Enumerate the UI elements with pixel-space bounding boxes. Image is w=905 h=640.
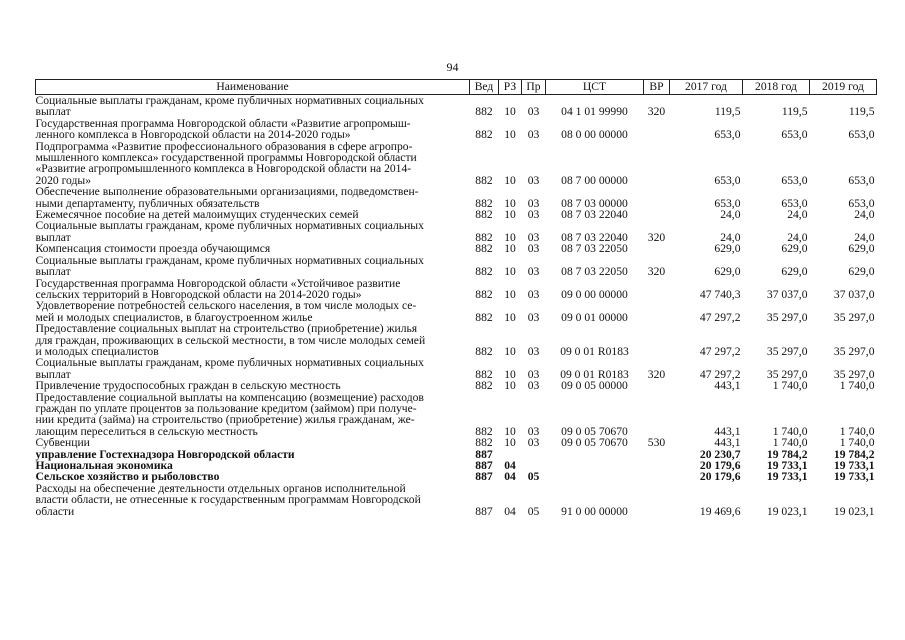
cell-rz: 10: [504, 436, 516, 450]
cell-vr: [644, 323, 670, 357]
cell-vr: [644, 471, 670, 482]
cell-2017: 443,1: [714, 436, 741, 450]
cell-pr: 05: [527, 470, 540, 484]
cell-name-line: Сельское хозяйство и рыболовство: [35, 470, 220, 484]
table-header-row: [36, 80, 877, 95]
header-vr: ВР: [644, 80, 670, 95]
cell-2018: 653,0: [781, 196, 808, 210]
cell-name: [36, 392, 470, 438]
cell-2018: 24,0: [787, 208, 808, 222]
cell-name-line: Ежемесячное пособие на детей малоимущих студенческих семей: [35, 208, 359, 222]
cell-name-line: области: [35, 504, 75, 518]
cell-ved: 882: [475, 265, 493, 279]
cell-cst: 91 0 00 00000: [561, 504, 628, 518]
cell-vr: [644, 460, 670, 471]
cell-ved: 882: [475, 379, 493, 393]
cell-pr: 03: [527, 128, 540, 142]
cell-name-line: Государственная программа Новгородской области «Развитие агропромыш-: [35, 116, 411, 130]
cell-2017: 443,1: [714, 424, 741, 438]
cell-rz: 10: [504, 242, 516, 256]
cell-pr: [522, 449, 546, 460]
cell-name: [36, 380, 470, 391]
cell-name-line: Государственная программа Новгородской области «Устойчивое развитие: [35, 276, 401, 290]
cell-2017: 24,0: [720, 208, 741, 222]
cell-2017: 20 179,6: [699, 470, 741, 484]
cell-2019: 35 297,0: [833, 367, 875, 381]
header-2019: 2019 год: [810, 80, 877, 95]
cell-ved: 887: [475, 459, 493, 472]
table-row: [36, 357, 877, 380]
table-row: [36, 255, 877, 278]
cell-name-line: выплат: [35, 367, 71, 381]
cell-ved: 882: [475, 344, 493, 358]
cell-rz: 10: [504, 196, 516, 210]
cell-2018: 653,0: [781, 173, 808, 187]
cell-vr: 530: [647, 436, 666, 450]
cell-2017: 653,0: [714, 196, 741, 210]
cell-cst: 09 0 01 00000: [561, 310, 628, 324]
cell-name-line: выплат: [35, 265, 71, 279]
cell-pr: 03: [527, 173, 540, 187]
cell-name-line: Национальная экономика: [35, 459, 173, 472]
header-cst: ЦСТ: [546, 80, 644, 95]
cell-rz: 04: [504, 470, 516, 484]
cell-vr: [644, 483, 670, 517]
cell-2019: 19 023,1: [833, 504, 875, 518]
cell-2017: 24,0: [720, 230, 741, 244]
cell-2019: 24,0: [854, 230, 875, 244]
cell-name: [36, 437, 470, 448]
cell-rz: 10: [504, 230, 516, 244]
cell-name: [36, 220, 470, 243]
cell-ved: 882: [475, 310, 493, 324]
cell-2019: 1 740,0: [839, 424, 875, 438]
cell-name-line: Расходы на обеспечение деятельности отдельных органов исполнительной: [35, 481, 406, 495]
cell-name-line: мышленного комплекса» государственной программы Новгородской области: [35, 151, 417, 165]
cell-2018: 35 297,0: [766, 310, 808, 324]
cell-rz: 10: [504, 173, 516, 187]
cell-pr: 03: [527, 287, 540, 301]
cell-name-line: граждан по уплате процентов за пользование кредитом (займом) при получе-: [35, 401, 417, 415]
cell-cst: [546, 460, 644, 471]
table-body: [36, 95, 877, 518]
table-row: [36, 323, 877, 357]
cell-name-line: выплат: [35, 230, 71, 244]
cell-name-line: Обеспечение выполнение образовательными организациями, подведомствен-: [35, 185, 419, 199]
header-pr: Пр: [522, 80, 546, 95]
cell-ved: 882: [475, 173, 493, 187]
cell-name-line: Социальные выплаты гражданам, кроме публичных нормативных социальных: [35, 219, 424, 233]
cell-ved: 882: [475, 287, 493, 301]
cell-vr: 320: [647, 105, 666, 119]
cell-2019: 35 297,0: [833, 344, 875, 358]
cell-2019: 653,0: [848, 128, 875, 142]
cell-rz: 10: [504, 310, 516, 324]
cell-pr: 03: [527, 208, 540, 222]
cell-2018: 19 784,2: [766, 447, 808, 461]
cell-ved: 887: [475, 470, 493, 484]
cell-vr: [644, 392, 670, 438]
cell-vr: [644, 449, 670, 460]
cell-pr: 03: [527, 265, 540, 279]
cell-2017: 629,0: [714, 265, 741, 279]
cell-pr: 03: [527, 242, 540, 256]
header-2017: 2017 год: [670, 80, 743, 95]
cell-name-line: Социальные выплаты гражданам, кроме публичных нормативных социальных: [35, 253, 424, 267]
cell-2017: 119,5: [714, 105, 741, 119]
cell-2018: 19 023,1: [766, 504, 808, 518]
cell-2019: 19 733,1: [833, 470, 875, 484]
page-number: 94: [446, 60, 459, 74]
cell-name-line: ленного комплекса в Новгородской области на 2014-2020 годы»: [35, 128, 351, 142]
cell-2017: 653,0: [714, 128, 741, 142]
cell-2017: 20 179,6: [699, 459, 741, 472]
cell-name-line: Удовлетворение потребностей сельского населения, в том числе молодых се-: [35, 299, 417, 313]
cell-pr: 03: [527, 196, 540, 210]
cell-2018: 35 297,0: [766, 367, 808, 381]
cell-name-line: власти области, не отнесенные к государственным программам Новгородской: [35, 493, 421, 507]
cell-rz: 10: [504, 208, 516, 222]
cell-name: [36, 278, 470, 301]
cell-cst: 09 0 00 00000: [561, 287, 628, 301]
cell-pr: 03: [527, 105, 540, 119]
cell-cst: 09 0 05 70670: [561, 436, 628, 450]
cell-name-line: сельских территорий в Новгородской области на 2014-2020 годы»: [35, 287, 362, 301]
table-row: [36, 437, 877, 448]
cell-2018: 653,0: [781, 128, 808, 142]
cell-vr: [644, 118, 670, 141]
cell-name: [36, 300, 470, 323]
cell-name-line: Компенсация стоимости проезда обучающимся: [35, 242, 271, 256]
cell-pr: 05: [527, 504, 540, 518]
table-row: [36, 220, 877, 243]
table-row: [36, 243, 877, 254]
cell-cst: 08 7 03 22040: [561, 208, 628, 222]
cell-ved: 882: [475, 105, 493, 119]
cell-2017: 47 297,2: [699, 367, 741, 381]
cell-pr: 03: [527, 230, 540, 244]
table-row: [36, 118, 877, 141]
cell-name-line: ными департаменту, публичных обязательств: [35, 196, 260, 210]
cell-ved: 882: [475, 128, 493, 142]
cell-pr: 03: [527, 436, 540, 450]
header-ved: Вед: [470, 80, 499, 95]
cell-name: [36, 323, 470, 357]
cell-2018: 119,5: [781, 105, 808, 119]
cell-cst: 09 0 05 00000: [561, 379, 628, 393]
table-row: [36, 141, 877, 187]
cell-vr: [644, 141, 670, 187]
header-2018: 2018 год: [743, 80, 810, 95]
cell-ved: 882: [475, 208, 493, 222]
cell-pr: 03: [527, 310, 540, 324]
cell-cst: [546, 449, 644, 460]
cell-rz: 10: [504, 128, 516, 142]
cell-2017: 653,0: [714, 173, 741, 187]
cell-pr: 03: [527, 344, 540, 358]
cell-name: [36, 243, 470, 254]
cell-ved: 882: [475, 367, 493, 381]
cell-2017: 47 297,2: [699, 310, 741, 324]
cell-2019: 35 297,0: [833, 310, 875, 324]
cell-vr: 320: [647, 230, 666, 244]
table-row: [36, 380, 877, 391]
cell-ved: 887: [475, 447, 493, 461]
cell-rz: 10: [504, 424, 516, 438]
cell-cst: 09 0 01 R0183: [560, 367, 629, 381]
table-row: [36, 186, 877, 209]
cell-rz: 10: [504, 367, 516, 381]
cell-vr: [644, 209, 670, 220]
cell-cst: 08 7 03 22050: [561, 242, 628, 256]
cell-rz: 10: [504, 265, 516, 279]
cell-2018: 1 740,0: [772, 436, 808, 450]
cell-name-line: Предоставление социальных выплат на строительство (приобретение) жилья: [35, 322, 418, 336]
cell-rz: 04: [504, 504, 516, 518]
cell-2019: 1 740,0: [839, 436, 875, 450]
cell-2018: 629,0: [781, 265, 808, 279]
cell-pr: 03: [527, 379, 540, 393]
cell-2017: 47 297,2: [699, 344, 741, 358]
cell-ved: 882: [475, 436, 493, 450]
cell-cst: 08 7 03 22040: [561, 230, 628, 244]
cell-cst: 09 0 05 70670: [561, 424, 628, 438]
cell-2019: 119,5: [848, 105, 875, 119]
cell-2018: 629,0: [781, 242, 808, 256]
cell-2018: 1 740,0: [772, 424, 808, 438]
cell-2019: 19 733,1: [833, 459, 875, 472]
cell-ved: 882: [475, 196, 493, 210]
cell-2019: 653,0: [848, 196, 875, 210]
cell-2019: 629,0: [848, 242, 875, 256]
cell-rz: 10: [504, 105, 516, 119]
cell-2017: 47 740,3: [699, 287, 741, 301]
cell-name-line: нии кредита (займа) на строительство (приобретение) жилья гражданам, же-: [35, 413, 415, 427]
cell-2019: 629,0: [848, 265, 875, 279]
cell-name: [36, 118, 470, 141]
cell-2017: 629,0: [714, 242, 741, 256]
cell-rz: 10: [504, 379, 516, 393]
cell-name-line: «Развитие агропромышленного комплекса в Новгородской области на 2014-: [35, 162, 412, 176]
cell-rz: 04: [504, 459, 516, 472]
cell-2018: 35 297,0: [766, 344, 808, 358]
cell-name-line: 2020 годы»: [35, 173, 92, 187]
cell-cst: 08 0 00 00000: [561, 128, 628, 142]
table-row: [36, 300, 877, 323]
cell-2018: 19 733,1: [766, 470, 808, 484]
cell-name-line: Социальные выплаты гражданам, кроме публичных нормативных социальных: [35, 356, 424, 370]
cell-ved: 882: [475, 424, 493, 438]
cell-name: [36, 255, 470, 278]
cell-pr: 03: [527, 367, 540, 381]
cell-name-line: для граждан, проживающих в сельской местности, в том числе молодых семей: [35, 333, 426, 347]
cell-cst: 04 1 01 99990: [561, 105, 628, 119]
cell-cst: [546, 471, 644, 482]
cell-pr: 03: [527, 424, 540, 438]
cell-name: [36, 141, 470, 187]
cell-2018: 24,0: [787, 230, 808, 244]
cell-ved: 882: [475, 242, 493, 256]
cell-2018: 37 037,0: [766, 287, 808, 301]
table-row: [36, 278, 877, 301]
cell-2018: 19 733,1: [766, 459, 808, 472]
cell-2019: 24,0: [854, 208, 875, 222]
cell-vr: [644, 243, 670, 254]
cell-cst: 08 7 00 00000: [561, 173, 628, 187]
cell-name-line: выплат: [35, 105, 71, 119]
cell-name-line: Привлечение трудоспособных граждан в сельскую местность: [35, 379, 341, 393]
cell-name-line: Социальные выплаты гражданам, кроме публичных нормативных социальных: [35, 94, 424, 107]
cell-vr: [644, 278, 670, 301]
cell-name-line: Субвенции: [35, 436, 90, 450]
cell-name: [36, 357, 470, 380]
cell-name: [36, 186, 470, 209]
cell-vr: [644, 380, 670, 391]
table-row: [36, 483, 877, 517]
cell-name-line: Подпрограмма «Развитие профессионального образования в сфере агропро-: [35, 139, 413, 153]
cell-vr: 320: [647, 265, 666, 279]
cell-2017: 443,1: [714, 379, 741, 393]
cell-cst: 09 0 01 R0183: [560, 344, 629, 358]
cell-2017: 19 469,6: [699, 504, 741, 518]
cell-name-line: Предоставление социальной выплаты на компенсацию (возмещение) расходов: [35, 390, 424, 404]
cell-name-line: мей и молодых специалистов, в благоустроенном жилье: [35, 310, 313, 324]
cell-vr: [644, 186, 670, 209]
header-rz: РЗ: [499, 80, 522, 95]
cell-ved: 887: [475, 504, 493, 518]
cell-2019: 1 740,0: [839, 379, 875, 393]
cell-2019: 19 784,2: [833, 447, 875, 461]
header-name: Наименование: [36, 80, 470, 95]
cell-name-line: и молодых специалистов: [35, 344, 159, 358]
cell-2017: 20 230,7: [699, 447, 741, 461]
cell-2019: 653,0: [848, 173, 875, 187]
cell-vr: [644, 300, 670, 323]
cell-name: [36, 483, 470, 517]
cell-name-line: лающим переселиться в сельскую местность: [35, 424, 258, 438]
cell-vr: 320: [647, 367, 666, 381]
cell-ved: 882: [475, 230, 493, 244]
cell-name-line: управление Гостехнадзора Новгородской области: [35, 447, 295, 461]
cell-2018: 1 740,0: [772, 379, 808, 393]
cell-cst: 08 7 03 00000: [561, 196, 628, 210]
cell-rz: 10: [504, 344, 516, 358]
cell-name: [36, 95, 470, 118]
cell-cst: 08 7 03 22050: [561, 265, 628, 279]
table-row: [36, 95, 877, 118]
table-row: [36, 392, 877, 438]
budget-table: [35, 79, 877, 517]
cell-rz: 10: [504, 287, 516, 301]
cell-2019: 37 037,0: [833, 287, 875, 301]
